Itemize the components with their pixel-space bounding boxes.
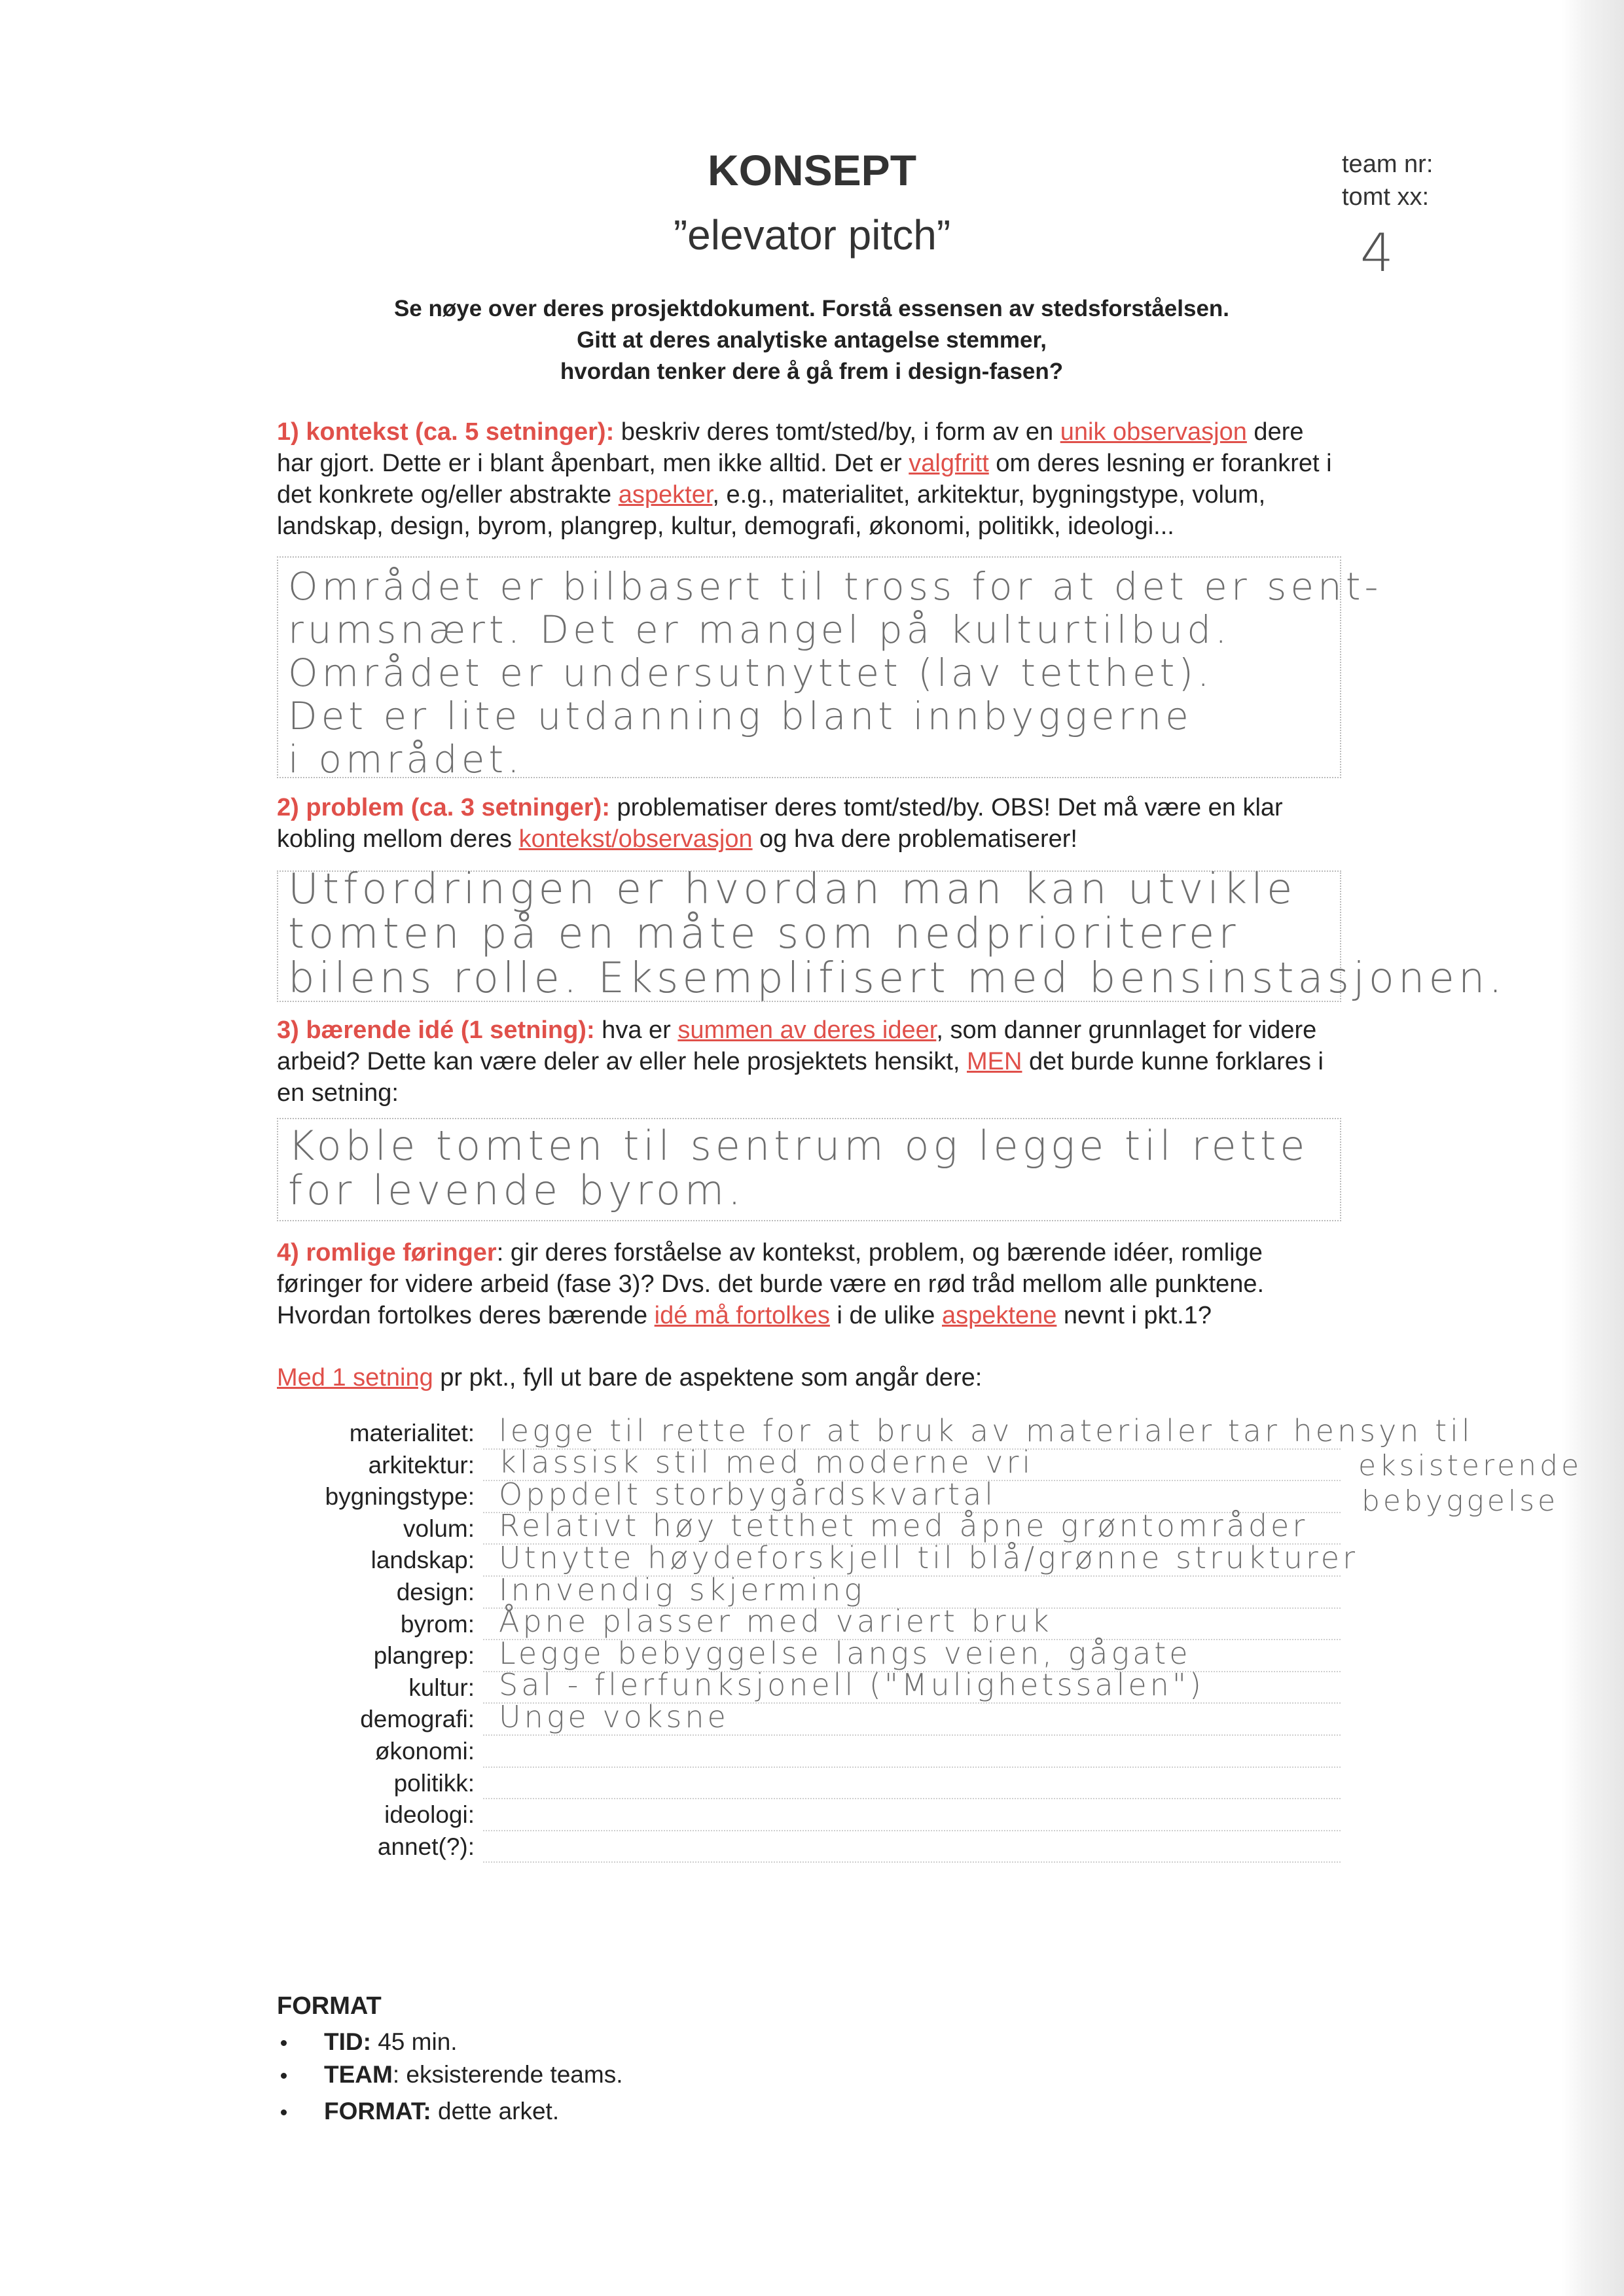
section-text: , e.g., materialitet, arkitektur, bygningstype, volum, landskap, design, byrom, plangrep, kultur, demografi, økonomi, politikk, ideologi...	[277, 481, 1266, 540]
handwritten-line: Området er undersutnyttet (lav tetthet).	[288, 651, 1214, 695]
aspect-value: Åpne plasser med variert bruk	[499, 1604, 1053, 1640]
aspects-instruction	[277, 1362, 1341, 1393]
highlight-text: idé må fortolkes	[654, 1302, 830, 1329]
format-key: FORMAT:	[324, 2098, 431, 2125]
aspect-label: design:	[396, 1578, 475, 1605]
section-text: om deres lesning er forankret i det konkrete og/eller abstrakte	[277, 450, 1332, 509]
format-item	[277, 2095, 623, 2128]
aspect-value: Relativt høy tetthet med åpne grøntområder	[499, 1508, 1308, 1544]
aspect-label: annet(?):	[377, 1833, 475, 1860]
baerende-ide-answer	[288, 1124, 1308, 1213]
kontekst-answer	[288, 565, 1382, 781]
aspect-label: plangrep:	[373, 1642, 475, 1670]
handwritten-line: rumsnært. Det er mangel på kulturtilbud.	[288, 607, 1231, 652]
handwritten-line: Utfordringen er hvordan man kan utvikle	[288, 865, 1297, 914]
section-label: 4) romlige føringer	[277, 1239, 497, 1266]
side-note-eksisterende: eksisterende	[1358, 1449, 1583, 1482]
aspect-value: Utnytte høydeforskjell til blå/grønne strukturer	[499, 1539, 1359, 1575]
highlight-text: MEN	[967, 1048, 1022, 1075]
page-subtitle: ”elevator pitch”	[673, 211, 951, 259]
intro-line: Se nøye over deres prosjektdokument. Forstå essensen av stedsforståelsen.	[393, 296, 1230, 321]
section-text: hva er	[594, 1016, 678, 1044]
highlight-text: aspektene	[941, 1302, 1057, 1329]
problem-answer	[288, 867, 1506, 1001]
format-key: TID:	[324, 2028, 371, 2055]
handwritten-line: Koble tomten til sentrum og legge til rette	[288, 1122, 1309, 1170]
aspect-value: Oppdelt storbygårdskvartal	[499, 1476, 997, 1512]
scan-page-edge	[1562, 0, 1624, 2296]
section-label: 3) bærende idé (1 setning):	[277, 1016, 595, 1044]
aspect-field-ideologi[interactable]	[483, 1799, 1341, 1831]
intro-instructions	[275, 293, 1348, 387]
aspect-label: ideologi:	[384, 1801, 475, 1829]
aspect-labels	[275, 1418, 475, 1863]
aspect-value: Innvendig skjerming	[499, 1571, 865, 1607]
aspect-field-okonomi[interactable]	[483, 1736, 1341, 1768]
highlight-text: Med 1 setning	[277, 1364, 433, 1391]
aspect-label: økonomi:	[374, 1737, 475, 1765]
aspect-value: klassisk stil med moderne vri	[499, 1444, 1034, 1480]
section-text: problematiser deres tomt/sted/by. OBS! Det må være en klar kobling mellom deres	[277, 794, 1283, 853]
aspect-value: Unge voksne	[499, 1698, 729, 1734]
team-number-value[interactable]: 4	[1360, 223, 1394, 283]
format-item	[277, 2058, 623, 2091]
section-text: beskriv deres tomt/sted/by, i form av en	[614, 418, 1060, 446]
format-key: TEAM	[324, 2061, 393, 2088]
format-value: 45 min.	[370, 2028, 458, 2055]
section-text: dere har gjort. Dette er i blant åpenbart, men ikke alltid. Det er	[277, 418, 1304, 477]
section-text: , som danner grunnlaget for videre arbeid? Dette kan være deler av eller hele prosjektets hensikt,	[277, 1016, 1317, 1075]
aspect-field-demografi[interactable]	[483, 1698, 1341, 1736]
handwritten-line: for levende byrom.	[288, 1166, 745, 1214]
format-title: FORMAT	[277, 1992, 382, 2020]
aspect-field-annet[interactable]	[483, 1831, 1341, 1863]
format-value: : eksisterende teams.	[392, 2061, 623, 2088]
aspect-value: legge til rette for at bruk av materialer tar hensyn til	[499, 1412, 1473, 1448]
section-text: i de ulike	[829, 1302, 942, 1329]
section-problem	[277, 792, 1341, 855]
aspect-label: arkitektur:	[368, 1451, 475, 1479]
aspect-field-politikk[interactable]	[483, 1768, 1341, 1800]
section-label: 2) problem (ca. 3 setninger):	[277, 794, 610, 821]
aspect-label: demografi:	[360, 1706, 475, 1733]
handwritten-line: Det er lite utdanning blant innbyggerne	[288, 694, 1193, 738]
highlight-text: valgfritt	[909, 450, 989, 477]
aspect-value: Sal - flerfunksjonell ("Mulighetssalen")	[499, 1667, 1204, 1703]
section-text: og hva dere problematiserer!	[752, 825, 1077, 853]
team-number-label: team nr:	[1342, 151, 1434, 178]
aspect-label: byrom:	[400, 1610, 475, 1638]
handwritten-line: Området er bilbasert til tross for at det er sent-	[288, 564, 1382, 609]
format-list	[277, 2026, 623, 2128]
format-value: dette arket.	[431, 2098, 560, 2125]
highlight-text: unik observasjon	[1060, 418, 1247, 446]
handwritten-line: i området.	[288, 737, 524, 781]
section-text: nevnt i pkt.1?	[1056, 1302, 1212, 1329]
highlight-text: kontekst/observasjon	[518, 825, 753, 853]
format-item	[277, 2026, 623, 2058]
aspect-label: bygningstype:	[325, 1483, 475, 1511]
intro-line: hvordan tenker dere å gå frem i design-fasen?	[560, 359, 1064, 384]
aspect-label: landskap:	[370, 1547, 475, 1574]
section-baerende-ide	[277, 1014, 1341, 1109]
handwritten-line: tomten på en måte som nedprioriterer	[288, 910, 1240, 958]
section-kontekst	[277, 416, 1341, 542]
section-text: det burde kunne forklares i en setning:	[277, 1048, 1324, 1107]
section-label: 1) kontekst (ca. 5 setninger):	[277, 418, 615, 446]
aspect-label: volum:	[403, 1515, 475, 1542]
aspect-value: Legge bebyggelse langs veien, gågate	[499, 1635, 1191, 1671]
page-title: KONSEPT	[707, 146, 917, 194]
section-text: pr pkt., fyll ut bare de aspektene som angår dere:	[433, 1364, 983, 1391]
intro-line: Gitt at deres analytiske antagelse stemmer,	[577, 327, 1047, 353]
handwritten-line: bilens rolle. Eksemplifisert med bensinstasjonen.	[288, 954, 1506, 1003]
highlight-text: aspekter	[618, 481, 713, 509]
aspect-label: materialitet:	[349, 1420, 475, 1446]
aspect-label: kultur:	[408, 1674, 475, 1701]
section-romlige-foringer	[277, 1237, 1341, 1331]
highlight-text: summen av deres ideer	[677, 1016, 937, 1044]
section-text: : gir deres forståelse av kontekst, problem, og bærende idéer, romlige føringer for videre arbeid (fase 3)? Dvs. det burde være en rød tråd mellom alle punktene. Hvordan fortolkes deres bærende	[277, 1239, 1265, 1329]
side-note-bebyggelse: bebyggelse	[1362, 1484, 1559, 1518]
site-number-label: tomt xx:	[1342, 183, 1430, 211]
aspect-label: politikk:	[393, 1769, 475, 1797]
